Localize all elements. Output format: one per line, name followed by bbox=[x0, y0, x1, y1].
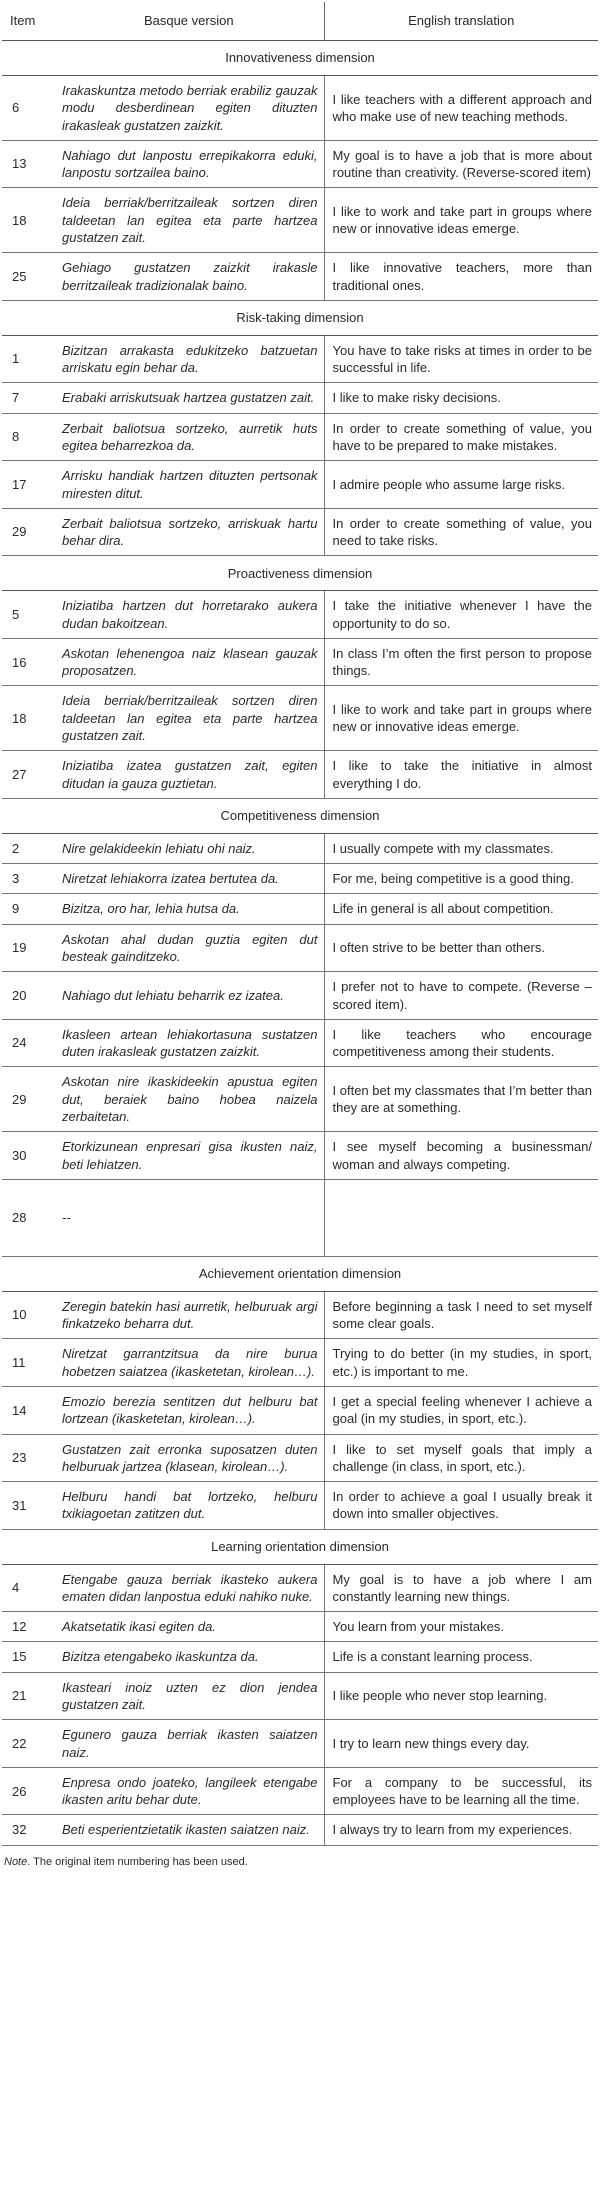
basque-text: Askotan lehenengoa naiz klasean gauzak proposatzen. bbox=[54, 638, 324, 686]
item-number: 29 bbox=[2, 508, 54, 556]
dimension-title: Innovativeness dimension bbox=[2, 41, 598, 76]
basque-text: Ikasteari inoiz uzten ez dion jendea gustatzen zait. bbox=[54, 1672, 324, 1720]
table-row bbox=[2, 140, 598, 188]
table-row bbox=[2, 833, 598, 863]
table-row bbox=[2, 1291, 598, 1339]
english-text: You learn from your mistakes. bbox=[324, 1612, 598, 1642]
dimension-row bbox=[2, 300, 598, 335]
basque-text: Akatsetatik ikasi egiten da. bbox=[54, 1612, 324, 1642]
item-number: 18 bbox=[2, 686, 54, 751]
english-text: I like to take the initiative in almost everything I do. bbox=[324, 751, 598, 799]
english-text: I often strive to be better than others. bbox=[324, 924, 598, 972]
english-text: I like innovative teachers, more than traditional ones. bbox=[324, 253, 598, 301]
basque-text: Iniziatiba izatea gustatzen zait, egiten ditudan ia gauza guztietan. bbox=[54, 751, 324, 799]
table-body bbox=[2, 41, 598, 1846]
english-text: I like to work and take part in groups where new or innovative ideas emerge. bbox=[324, 686, 598, 751]
basque-text: Zerbait baliotsua sortzeko, arriskuak hartu behar dira. bbox=[54, 508, 324, 556]
item-number: 25 bbox=[2, 253, 54, 301]
item-number: 8 bbox=[2, 413, 54, 461]
english-text: I admire people who assume large risks. bbox=[324, 461, 598, 509]
item-number: 27 bbox=[2, 751, 54, 799]
item-number: 15 bbox=[2, 1642, 54, 1672]
basque-text: Egunero gauza berriak ikasten saiatzen naiz. bbox=[54, 1720, 324, 1768]
item-number: 24 bbox=[2, 1019, 54, 1067]
table-row bbox=[2, 383, 598, 413]
item-number: 22 bbox=[2, 1720, 54, 1768]
basque-text: Enpresa ondo joateko, langileek etengabe ikasten aritu behar dute. bbox=[54, 1767, 324, 1815]
english-text: I always try to learn from my experiences. bbox=[324, 1815, 598, 1845]
english-text: In order to create something of value, you have to be prepared to make mistakes. bbox=[324, 413, 598, 461]
basque-text: Etorkizunean enpresari gisa ikusten naiz, beti lehiatzen. bbox=[54, 1132, 324, 1180]
item-number: 3 bbox=[2, 864, 54, 894]
item-number: 16 bbox=[2, 638, 54, 686]
basque-text: Ikasleen artean lehiakortasuna sustatzen duten irakasleak gustatzen zaizkit. bbox=[54, 1019, 324, 1067]
item-number: 12 bbox=[2, 1612, 54, 1642]
table-header bbox=[2, 2, 598, 41]
dimension-title: Proactiveness dimension bbox=[2, 556, 598, 591]
table-row bbox=[2, 461, 598, 509]
english-text: I get a special feeling whenever I achieve a goal (in my studies, in sport, etc.). bbox=[324, 1386, 598, 1434]
table-row bbox=[2, 1067, 598, 1132]
item-number: 2 bbox=[2, 833, 54, 863]
english-text: Life is a constant learning process. bbox=[324, 1642, 598, 1672]
item-number: 13 bbox=[2, 140, 54, 188]
item-number: 23 bbox=[2, 1434, 54, 1482]
english-text: I prefer not to have to compete. (Reverse –scored item). bbox=[324, 972, 598, 1020]
english-text: I take the initiative whenever I have the opportunity to do so. bbox=[324, 591, 598, 639]
header-basque: Basque version bbox=[54, 2, 324, 41]
item-number: 1 bbox=[2, 335, 54, 383]
item-number: 7 bbox=[2, 383, 54, 413]
basque-text: Helburu handi bat lortzeko, helburu txikiagoetan zatitzen dut. bbox=[54, 1482, 324, 1530]
basque-text: Beti esperientzietatik ikasten saiatzen naiz. bbox=[54, 1815, 324, 1845]
english-text: In order to achieve a goal I usually break it down into smaller objectives. bbox=[324, 1482, 598, 1530]
basque-text: Ideia berriak/berritzaileak sortzen diren taldeetan lan egitea eta parte hartzea gustatzen zait. bbox=[54, 188, 324, 253]
basque-text: Arrisku handiak hartzen dituzten pertsonak miresten ditut. bbox=[54, 461, 324, 509]
table-note bbox=[2, 1856, 598, 1868]
table-row bbox=[2, 1019, 598, 1067]
table-row bbox=[2, 1564, 598, 1612]
table-row bbox=[2, 638, 598, 686]
table-row bbox=[2, 1642, 598, 1672]
item-number: 28 bbox=[2, 1179, 54, 1256]
table-row bbox=[2, 864, 598, 894]
basque-text: Nahiago dut lehiatu beharrik ez izatea. bbox=[54, 972, 324, 1020]
item-number: 20 bbox=[2, 972, 54, 1020]
english-text: My goal is to have a job where I am constantly learning new things. bbox=[324, 1564, 598, 1612]
basque-text: Iniziatiba hartzen dut horretarako aukera dudan bakoitzean. bbox=[54, 591, 324, 639]
basque-text: Nire gelakideekin lehiatu ohi naiz. bbox=[54, 833, 324, 863]
basque-text: Bizitzan arrakasta edukitzeko batzuetan arriskatu egin behar da. bbox=[54, 335, 324, 383]
table-row bbox=[2, 972, 598, 1020]
english-text: I like teachers with a different approach and who make use of new teaching methods. bbox=[324, 76, 598, 141]
item-number: 19 bbox=[2, 924, 54, 972]
table-row bbox=[2, 894, 598, 924]
basque-text: Niretzat garrantzitsua da nire burua hobetzen saiatzea (ikasketetan, kirolean…). bbox=[54, 1339, 324, 1387]
english-text: In class I’m often the first person to propose things. bbox=[324, 638, 598, 686]
english-text: I usually compete with my classmates. bbox=[324, 833, 598, 863]
basque-text: Ideia berriak/berritzaileak sortzen diren taldeetan lan egitea eta parte hartzea gustatzen zait. bbox=[54, 686, 324, 751]
note-text: . The original item numbering has been used. bbox=[27, 1855, 248, 1868]
english-text: I see myself becoming a businessman/ woman and always competing. bbox=[324, 1132, 598, 1180]
item-number: 18 bbox=[2, 188, 54, 253]
item-number: 4 bbox=[2, 1564, 54, 1612]
table-row bbox=[2, 1815, 598, 1845]
basque-text: Niretzat lehiakorra izatea bertutea da. bbox=[54, 864, 324, 894]
basque-text: Bizitza etengabeko ikaskuntza da. bbox=[54, 1642, 324, 1672]
basque-text: -- bbox=[54, 1179, 324, 1256]
item-number: 21 bbox=[2, 1672, 54, 1720]
item-number: 11 bbox=[2, 1339, 54, 1387]
item-number: 5 bbox=[2, 591, 54, 639]
english-text: Before beginning a task I need to set myself some clear goals. bbox=[324, 1291, 598, 1339]
dimension-title: Achievement orientation dimension bbox=[2, 1256, 598, 1291]
dimension-title: Competitiveness dimension bbox=[2, 798, 598, 833]
table-row bbox=[2, 1386, 598, 1434]
table-row bbox=[2, 188, 598, 253]
english-text: For me, being competitive is a good thing. bbox=[324, 864, 598, 894]
basque-text: Zerbait baliotsua sortzeko, aurretik huts egitea beharrezkoa da. bbox=[54, 413, 324, 461]
items-table bbox=[2, 2, 598, 1846]
english-text: My goal is to have a job that is more about routine than creativity. (Reverse-scored item) bbox=[324, 140, 598, 188]
basque-text: Erabaki arriskutsuak hartzea gustatzen zait. bbox=[54, 383, 324, 413]
english-text: I like teachers who encourage competitiveness among their students. bbox=[324, 1019, 598, 1067]
dimension-title: Risk-taking dimension bbox=[2, 300, 598, 335]
table-row bbox=[2, 1132, 598, 1180]
basque-text: Nahiago dut lanpostu errepikakorra eduki, lanpostu sortzailea baino. bbox=[54, 140, 324, 188]
item-number: 31 bbox=[2, 1482, 54, 1530]
item-number: 30 bbox=[2, 1132, 54, 1180]
table-row bbox=[2, 924, 598, 972]
header-english: English translation bbox=[324, 2, 598, 41]
dimension-row bbox=[2, 798, 598, 833]
basque-text: Askotan ahal dudan guztia egiten dut besteak gainditzeko. bbox=[54, 924, 324, 972]
table-row bbox=[2, 76, 598, 141]
english-text: Life in general is all about competition. bbox=[324, 894, 598, 924]
english-text bbox=[324, 1179, 598, 1256]
basque-text: Zeregin batekin hasi aurretik, helburuak argi finkatzeko beharra dut. bbox=[54, 1291, 324, 1339]
note-label: Note bbox=[4, 1855, 28, 1868]
table-row bbox=[2, 413, 598, 461]
english-text: I like to set myself goals that imply a challenge (in class, in sport, etc.). bbox=[324, 1434, 598, 1482]
table-row bbox=[2, 1612, 598, 1642]
basque-text: Bizitza, oro har, lehia hutsa da. bbox=[54, 894, 324, 924]
table-row bbox=[2, 335, 598, 383]
table-row bbox=[2, 253, 598, 301]
english-text: I like to make risky decisions. bbox=[324, 383, 598, 413]
basque-text: Emozio berezia sentitzen dut helburu bat lortzean (ikasketetan, kirolean…). bbox=[54, 1386, 324, 1434]
item-number: 10 bbox=[2, 1291, 54, 1339]
item-number: 29 bbox=[2, 1067, 54, 1132]
dimension-row bbox=[2, 1256, 598, 1291]
english-text: Trying to do better (in my studies, in sport, etc.) is important to me. bbox=[324, 1339, 598, 1387]
table-row bbox=[2, 1720, 598, 1768]
table-row bbox=[2, 508, 598, 556]
item-number: 32 bbox=[2, 1815, 54, 1845]
basque-text: Etengabe gauza berriak ikasteko aukera ematen didan lanpostua eduki nahiko nuke. bbox=[54, 1564, 324, 1612]
basque-text: Askotan nire ikaskideekin apustua egiten dut, beraiek baino hobea naizela zerbaitetan. bbox=[54, 1067, 324, 1132]
english-text: For a company to be successful, its employees have to be learning all the time. bbox=[324, 1767, 598, 1815]
table-row bbox=[2, 1339, 598, 1387]
table-row bbox=[2, 1767, 598, 1815]
table-row bbox=[2, 1482, 598, 1530]
dimension-row bbox=[2, 556, 598, 591]
basque-text: Gehiago gustatzen zaizkit irakasle berritzaileak tradizionalak baino. bbox=[54, 253, 324, 301]
header-item: Item bbox=[2, 2, 54, 41]
english-text: I try to learn new things every day. bbox=[324, 1720, 598, 1768]
english-text: I like people who never stop learning. bbox=[324, 1672, 598, 1720]
english-text: I often bet my classmates that I’m better than they are at something. bbox=[324, 1067, 598, 1132]
table-row bbox=[2, 1434, 598, 1482]
basque-text: Irakaskuntza metodo berriak erabiliz gauzak modu desberdinean egiten dituzten irakasleak gustatzen zaizkit. bbox=[54, 76, 324, 141]
item-number: 17 bbox=[2, 461, 54, 509]
table-row bbox=[2, 686, 598, 751]
dimension-title: Learning orientation dimension bbox=[2, 1529, 598, 1564]
item-number: 6 bbox=[2, 76, 54, 141]
table-row bbox=[2, 1179, 598, 1256]
item-number: 26 bbox=[2, 1767, 54, 1815]
dimension-row bbox=[2, 41, 598, 76]
item-number: 9 bbox=[2, 894, 54, 924]
table-row bbox=[2, 751, 598, 799]
table-row bbox=[2, 591, 598, 639]
english-text: In order to create something of value, you need to take risks. bbox=[324, 508, 598, 556]
english-text: I like to work and take part in groups where new or innovative ideas emerge. bbox=[324, 188, 598, 253]
table-row bbox=[2, 1672, 598, 1720]
english-text: You have to take risks at times in order to be successful in life. bbox=[324, 335, 598, 383]
basque-text: Gustatzen zait erronka suposatzen duten helburuak jartzea (klasean, kirolean…). bbox=[54, 1434, 324, 1482]
dimension-row bbox=[2, 1529, 598, 1564]
item-number: 14 bbox=[2, 1386, 54, 1434]
